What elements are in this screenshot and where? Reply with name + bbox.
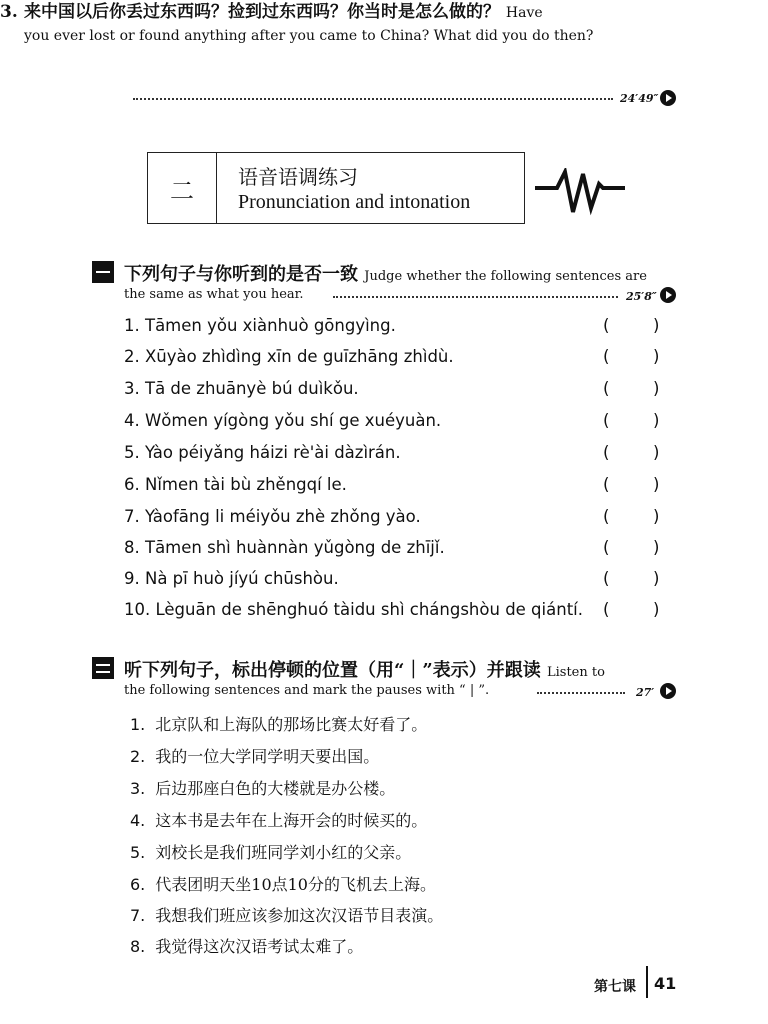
pinyin-sentence: 10. Lèguān de shēnghuó tàidu shì chángshòu de qiántí.	[124, 600, 583, 619]
sentence-text: 这本书是去年在上海开会的时候买的。	[155, 811, 428, 830]
chinese-sentence	[130, 712, 427, 735]
pinyin-sentence: 9. Nà pī huò jíyú chūshòu.	[124, 569, 339, 588]
chinese-sentence	[130, 934, 363, 957]
footer-divider	[646, 966, 648, 998]
part-title-zh: 语音语调练习	[238, 165, 358, 189]
sentence-text: 我觉得这次汉语考试太难了。	[155, 937, 364, 956]
pinyin-sentence: 1. Tāmen yǒu xiànhuò gōngyìng.	[124, 316, 396, 335]
paren-open: (	[603, 443, 610, 462]
section-2-title-zh: 听下列句子，标出停顿的位置（用“｜”表示）并跟读	[124, 660, 541, 681]
page-number: 41	[654, 974, 677, 993]
paren-open: (	[603, 411, 610, 430]
play-icon[interactable]	[660, 287, 676, 303]
sentence-text: 我想我们班应该参加这次汉语节目表演。	[155, 906, 444, 925]
sentence-number: 6.	[130, 875, 146, 894]
part-header-box	[147, 152, 525, 224]
chinese-sentence	[130, 872, 436, 895]
waveform-icon	[535, 168, 625, 218]
section-2-badge	[92, 657, 114, 679]
section-1-title-zh: 下列句子与你听到的是否一致	[124, 264, 358, 285]
paren-close: )	[653, 347, 660, 366]
paren-close: )	[653, 475, 660, 494]
sentence-text: 北京队和上海队的那场比赛太好看了。	[155, 715, 428, 734]
sentence-text: 刘校长是我们班同学刘小红的父亲。	[155, 843, 412, 862]
question-en: you ever lost or found anything after you came to China? What did you do then?	[24, 28, 594, 44]
sentence-number: 7.	[130, 906, 146, 925]
chinese-sentence	[130, 840, 411, 863]
pinyin-sentence: 8. Tāmen shì huànnàn yǔgòng de zhījǐ.	[124, 538, 445, 557]
paren-close: )	[653, 379, 660, 398]
paren-close: )	[653, 569, 660, 588]
section-2-subtitle: the following sentences and mark the pauses with “ | ”.	[124, 683, 490, 698]
chinese-sentence	[130, 776, 395, 799]
dotted-leader	[133, 98, 613, 100]
sentence-number: 5.	[130, 843, 146, 862]
sentence-text: 我的一位大学同学明天要出国。	[155, 747, 380, 766]
section-1-title	[124, 260, 647, 286]
box-divider	[216, 153, 217, 223]
sentence-number: 8.	[130, 937, 146, 956]
sentence-number: 4.	[130, 811, 146, 830]
section-2-title-en: Listen to	[547, 665, 605, 680]
paren-open: (	[603, 507, 610, 526]
pinyin-sentence: 5. Yào péiyǎng háizi rè'ài dàzìrán.	[124, 443, 401, 462]
pinyin-sentence: 2. Xūyào zhìdìng xīn de guīzhāng zhìdù.	[124, 347, 454, 366]
dotted-leader	[333, 296, 618, 298]
paren-open: (	[603, 347, 610, 366]
paren-open: (	[603, 538, 610, 557]
dotted-leader	[537, 692, 625, 694]
sentence-number: 3.	[130, 779, 146, 798]
section-1-badge	[92, 261, 114, 283]
paren-open: (	[603, 600, 610, 619]
paren-close: )	[653, 411, 660, 430]
sentence-text: 后边那座白色的大楼就是办公楼。	[155, 779, 396, 798]
question-zh	[24, 0, 543, 25]
paren-close: )	[653, 316, 660, 335]
chinese-sentence	[130, 744, 379, 767]
section-1-subtitle: the same as what you hear.	[124, 287, 304, 302]
pinyin-sentence: 4. Wǒmen yígòng yǒu shí ge xuéyuàn.	[124, 411, 442, 430]
sentence-number: 1.	[130, 715, 146, 734]
pinyin-sentence: 3. Tā de zhuānyè bú duìkǒu.	[124, 379, 359, 398]
audio-timestamp: 24′49″	[620, 92, 659, 105]
part-title-en: Pronunciation and intonation	[238, 191, 471, 213]
paren-open: (	[603, 569, 610, 588]
paren-open: (	[603, 475, 610, 494]
sentence-number: 2.	[130, 747, 146, 766]
question-zh-text: 来中国以后你丢过东西吗？捡到过东西吗？你当时是怎么做的？	[24, 2, 500, 22]
play-icon[interactable]	[660, 90, 676, 106]
paren-close: )	[653, 507, 660, 526]
section-1-title-en: Judge whether the following sentences are	[364, 269, 647, 284]
paren-open: (	[603, 316, 610, 335]
lesson-label: 第七课	[594, 979, 636, 995]
sentence-text: 代表团明天坐10点10分的飞机去上海。	[155, 875, 436, 894]
paren-close: )	[653, 600, 660, 619]
part-numeral: 二	[170, 177, 194, 205]
audio-timestamp: 25′8″	[626, 290, 657, 303]
question-number: 3.	[0, 2, 18, 22]
paren-open: (	[603, 379, 610, 398]
paren-close: )	[653, 538, 660, 557]
pinyin-sentence: 7. Yàofāng li méiyǒu zhè zhǒng yào.	[124, 507, 421, 526]
question-en-start: Have	[505, 5, 543, 21]
paren-close: )	[653, 443, 660, 462]
audio-timestamp: 27′	[636, 686, 655, 699]
play-icon[interactable]	[660, 683, 676, 699]
pinyin-sentence: 6. Nǐmen tài bù zhěngqí le.	[124, 475, 347, 494]
section-2-title	[124, 656, 605, 682]
chinese-sentence	[130, 903, 443, 926]
chinese-sentence	[130, 808, 427, 831]
